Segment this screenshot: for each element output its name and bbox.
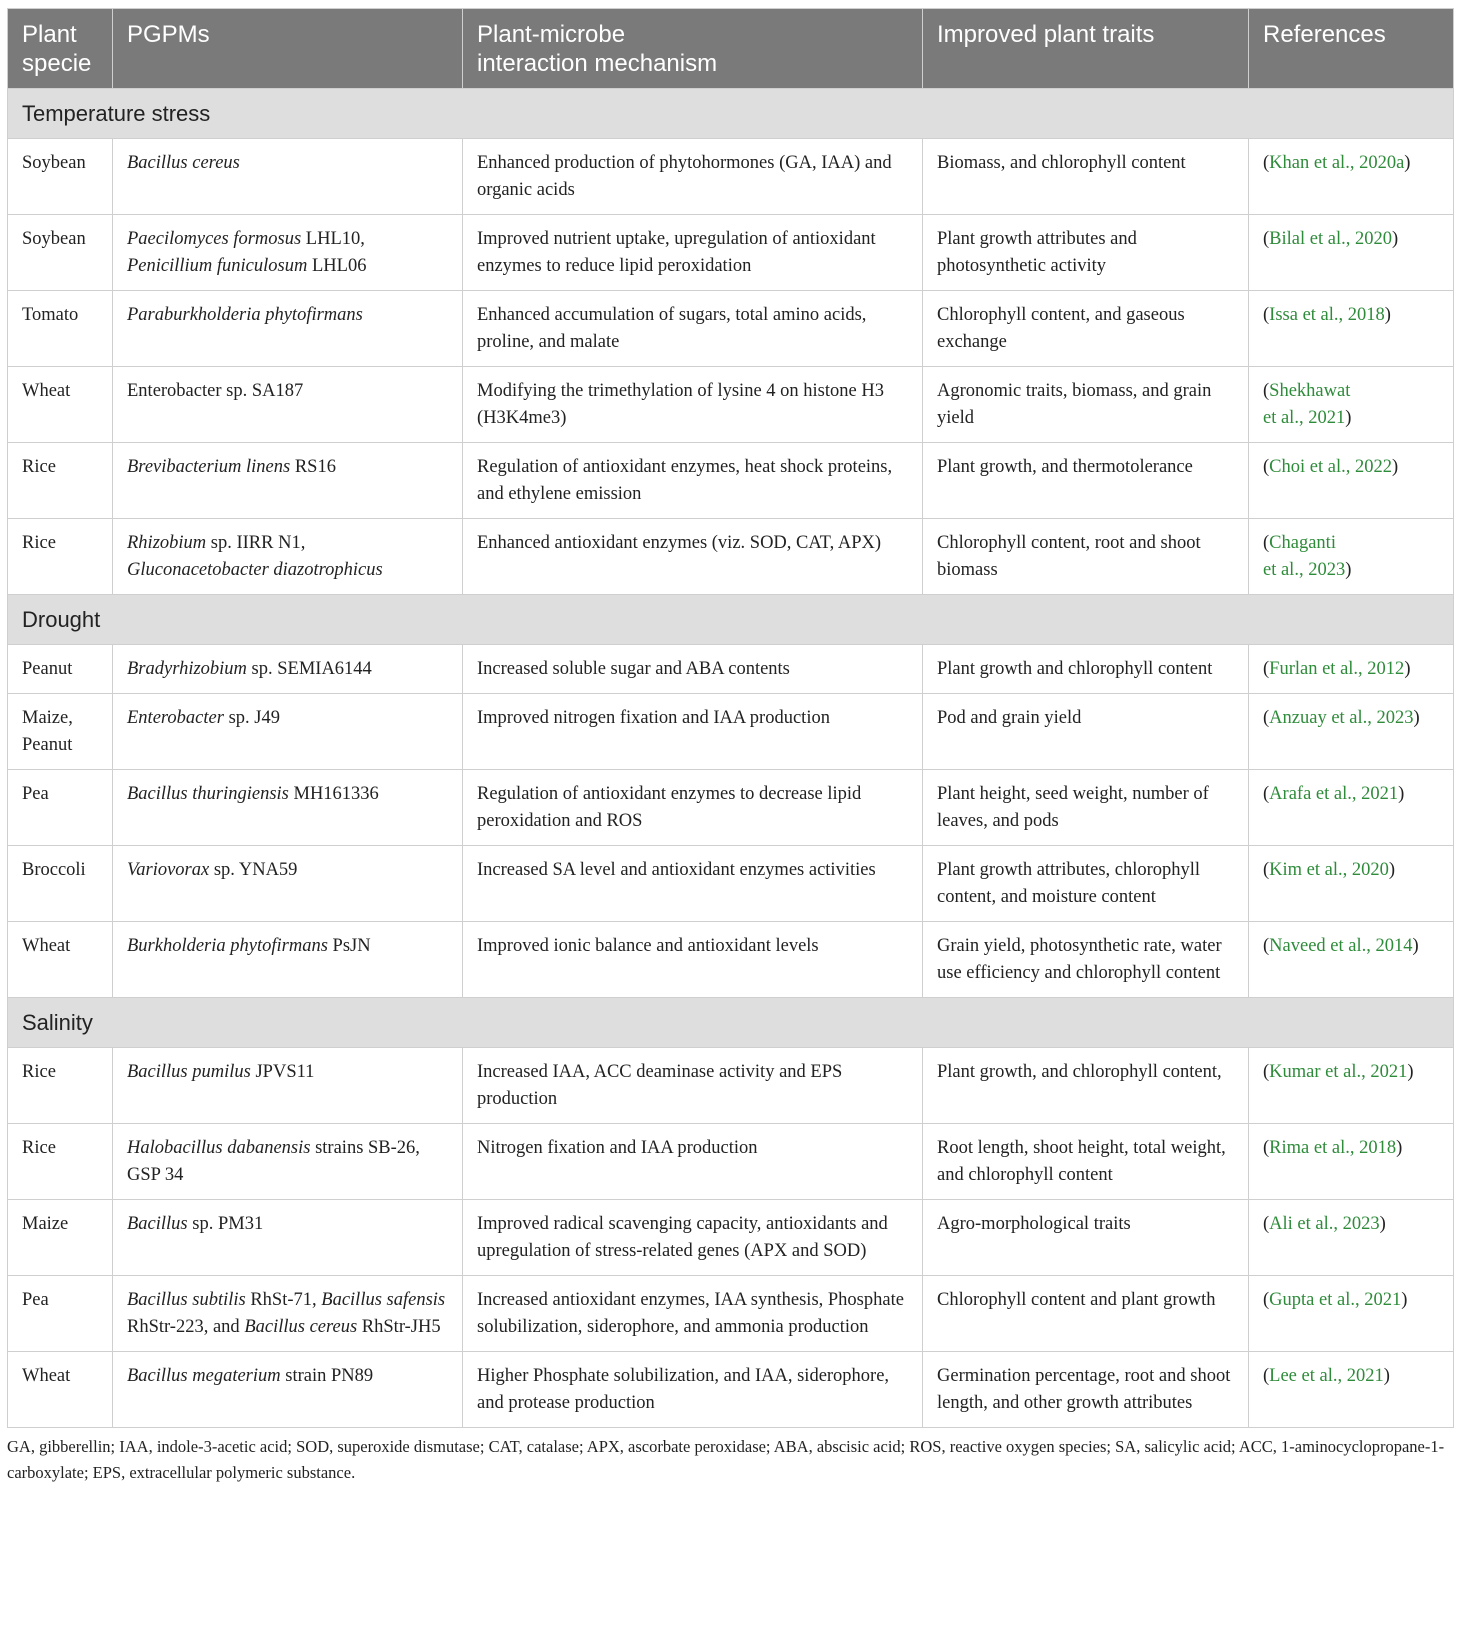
reference-link[interactable]: Lee et al., 2021 <box>1269 1366 1384 1386</box>
species-name: Paraburkholderia phytofirmans <box>127 305 363 325</box>
reference-cell <box>1249 139 1454 215</box>
table-row <box>8 1200 1454 1276</box>
improved-traits-cell: Plant growth, and chlorophyll content, <box>923 1048 1249 1124</box>
header-row <box>8 9 1454 89</box>
strain-text: RhStr-223, and <box>127 1317 245 1337</box>
reference-cell <box>1249 770 1454 846</box>
improved-traits-cell: Germination percentage, root and shoot length, and other growth attributes <box>923 1352 1249 1428</box>
close-paren: ) <box>1345 560 1352 580</box>
open-paren: ( <box>1263 153 1270 173</box>
section-row <box>8 595 1454 645</box>
species-name: Bacillus megaterium <box>127 1366 281 1386</box>
header-plant-specie: Plant specie <box>8 9 113 89</box>
pgpm-cell <box>113 443 463 519</box>
reference-cell <box>1249 1352 1454 1428</box>
open-paren: ( <box>1263 784 1270 804</box>
reference-link[interactable]: Chaganti et al., 2023 <box>1263 533 1346 580</box>
table-row <box>8 1048 1454 1124</box>
species-name: Bacillus subtilis <box>127 1290 246 1310</box>
improved-traits-cell: Chlorophyll content, root and shoot biomass <box>923 519 1249 595</box>
reference-cell <box>1249 922 1454 998</box>
close-paren: ) <box>1413 708 1420 728</box>
pgpm-cell <box>113 1200 463 1276</box>
plant-specie-cell: Wheat <box>8 367 113 443</box>
strain-text: sp. J49 <box>223 708 280 728</box>
reference-link[interactable]: Anzuay et al., 2023 <box>1269 708 1414 728</box>
open-paren: ( <box>1263 1214 1270 1234</box>
improved-traits-cell: Plant height, seed weight, number of leaves, and pods <box>923 770 1249 846</box>
mechanism-cell: Regulation of antioxidant enzymes to decrease lipid peroxidation and ROS <box>463 770 923 846</box>
species-name: Bacillus cereus <box>127 153 240 173</box>
close-paren: ) <box>1404 659 1411 679</box>
mechanism-cell: Increased antioxidant enzymes, IAA synthesis, Phosphate solubilization, siderophore, and ammonia production <box>463 1276 923 1352</box>
species-name: Bacillus safensis <box>321 1290 446 1310</box>
mechanism-cell: Nitrogen fixation and IAA production <box>463 1124 923 1200</box>
strain-text: Enterobacter sp. SA187 <box>127 381 304 401</box>
pgpm-cell <box>113 1276 463 1352</box>
species-name: Bacillus <box>127 1214 188 1234</box>
open-paren: ( <box>1263 659 1270 679</box>
reference-cell <box>1249 443 1454 519</box>
strain-text: RhSt-71, <box>245 1290 322 1310</box>
strain-text: RhStr-JH5 <box>357 1317 441 1337</box>
section-title: Temperature stress <box>8 89 1454 139</box>
section-title: Drought <box>8 595 1454 645</box>
strain-text: PsJN <box>327 936 371 956</box>
mechanism-cell: Improved ionic balance and antioxidant levels <box>463 922 923 998</box>
plant-specie-cell: Maize <box>8 1200 113 1276</box>
plant-specie-cell: Soybean <box>8 215 113 291</box>
pgpm-cell <box>113 291 463 367</box>
mechanism-cell: Increased IAA, ACC deaminase activity and EPS production <box>463 1048 923 1124</box>
open-paren: ( <box>1263 229 1270 249</box>
mechanism-cell: Improved radical scavenging capacity, antioxidants and upregulation of stress-related genes (APX and SOD) <box>463 1200 923 1276</box>
reference-cell <box>1249 367 1454 443</box>
strain-text: sp. PM31 <box>187 1214 264 1234</box>
table-body <box>8 89 1454 1428</box>
improved-traits-cell: Pod and grain yield <box>923 694 1249 770</box>
species-name: Halobacillus dabanensis <box>127 1138 311 1158</box>
close-paren: ) <box>1401 1290 1408 1310</box>
table-row <box>8 645 1454 694</box>
table-header <box>8 9 1454 89</box>
species-name: Bacillus cereus <box>244 1317 358 1337</box>
header-improved-traits: Improved plant traits <box>923 9 1249 89</box>
improved-traits-cell: Plant growth, and thermotolerance <box>923 443 1249 519</box>
close-paren: ) <box>1345 408 1352 428</box>
table-footnote: GA, gibberellin; IAA, indole-3-acetic acid; SOD, superoxide dismutase; CAT, catalase; APX, ascorbate peroxidase; ABA, abscisic acid; ROS, reactive oxygen species; SA, salicylic acid; ACC, 1-aminocyclopropane-1-carboxylate; EPS, extracellular polymeric substance. <box>7 1437 1445 1482</box>
table-row <box>8 846 1454 922</box>
reference-link[interactable]: Naveed et al., 2014 <box>1269 936 1413 956</box>
table-row <box>8 1276 1454 1352</box>
reference-cell <box>1249 1276 1454 1352</box>
header-pgpms: PGPMs <box>113 9 463 89</box>
improved-traits-cell: Agro-morphological traits <box>923 1200 1249 1276</box>
reference-link[interactable]: Khan et al., 2020a <box>1269 153 1405 173</box>
pgpm-cell <box>113 139 463 215</box>
pgpm-cell <box>113 846 463 922</box>
open-paren: ( <box>1263 708 1270 728</box>
pgpm-cell <box>113 215 463 291</box>
plant-specie-cell: Pea <box>8 770 113 846</box>
mechanism-cell: Increased SA level and antioxidant enzymes activities <box>463 846 923 922</box>
strain-text: JPVS11 <box>250 1062 315 1082</box>
mechanism-cell: Enhanced production of phytohormones (GA, IAA) and organic acids <box>463 139 923 215</box>
close-paren: ) <box>1388 860 1396 880</box>
table-row <box>8 443 1454 519</box>
reference-link[interactable]: Kumar et al., 2021 <box>1269 1062 1408 1082</box>
open-paren: ( <box>1263 860 1270 880</box>
mechanism-cell: Modifying the trimethylation of lysine 4 on histone H3 (H3K4me3) <box>463 367 923 443</box>
close-paren: ) <box>1379 1214 1386 1234</box>
reference-link[interactable]: Issa et al., 2018 <box>1269 305 1385 325</box>
section-row <box>8 998 1454 1048</box>
plant-specie-cell: Rice <box>8 443 113 519</box>
section-row <box>8 89 1454 139</box>
strain-text: sp. SEMIA6144 <box>246 659 372 679</box>
table-row <box>8 367 1454 443</box>
reference-link[interactable]: Kim et al., 2020 <box>1269 860 1389 880</box>
improved-traits-cell: Plant growth and chlorophyll content <box>923 645 1249 694</box>
close-paren: ) <box>1398 784 1405 804</box>
pgpm-cell <box>113 1124 463 1200</box>
pgpm-cell <box>113 694 463 770</box>
species-name: Burkholderia phytofirmans <box>127 936 328 956</box>
pgpm-cell <box>113 1048 463 1124</box>
strain-text: MH161336 <box>288 784 379 804</box>
reference-link[interactable]: Choi et al., 2022 <box>1269 457 1392 477</box>
pgpm-cell <box>113 645 463 694</box>
open-paren: ( <box>1263 533 1270 553</box>
close-paren: ) <box>1383 1366 1390 1386</box>
plant-specie-cell: Pea <box>8 1276 113 1352</box>
close-paren: ) <box>1396 1138 1403 1158</box>
reference-link[interactable]: Bilal et al., 2020 <box>1269 229 1392 249</box>
header-references: References <box>1249 9 1454 89</box>
improved-traits-cell: Agronomic traits, biomass, and grain yield <box>923 367 1249 443</box>
reference-cell <box>1249 519 1454 595</box>
reference-link[interactable]: Shekhawat et al., 2021 <box>1263 381 1351 428</box>
reference-cell <box>1249 215 1454 291</box>
improved-traits-cell: Chlorophyll content, and gaseous exchange <box>923 291 1249 367</box>
close-paren: ) <box>1407 1062 1414 1082</box>
species-name: Paecilomyces formosus <box>127 229 302 249</box>
open-paren: ( <box>1263 381 1270 401</box>
mechanism-cell: Enhanced accumulation of sugars, total amino acids, proline, and malate <box>463 291 923 367</box>
improved-traits-cell: Grain yield, photosynthetic rate, water use efficiency and chlorophyll content <box>923 922 1249 998</box>
table-row <box>8 770 1454 846</box>
open-paren: ( <box>1263 457 1270 477</box>
strain-text: sp. IIRR N1, <box>206 533 306 553</box>
section-title: Salinity <box>8 998 1454 1048</box>
table-row <box>8 291 1454 367</box>
plant-specie-cell: Rice <box>8 519 113 595</box>
reference-cell <box>1249 1124 1454 1200</box>
mechanism-cell: Enhanced antioxidant enzymes (viz. SOD, CAT, APX) <box>463 519 923 595</box>
close-paren: ) <box>1404 153 1411 173</box>
close-paren: ) <box>1384 305 1391 325</box>
plant-specie-cell: Wheat <box>8 1352 113 1428</box>
pgpm-cell <box>113 1352 463 1428</box>
pgpm-cell <box>113 770 463 846</box>
header-mechanism: Plant-microbe interaction mechanism <box>463 9 923 89</box>
plant-specie-cell: Soybean <box>8 139 113 215</box>
reference-link[interactable]: Rima et al., 2018 <box>1269 1138 1397 1158</box>
table-row <box>8 1124 1454 1200</box>
improved-traits-cell: Root length, shoot height, total weight, and chlorophyll content <box>923 1124 1249 1200</box>
open-paren: ( <box>1263 1062 1270 1082</box>
improved-traits-cell: Plant growth attributes, chlorophyll content, and moisture content <box>923 846 1249 922</box>
improved-traits-cell: Chlorophyll content and plant growth <box>923 1276 1249 1352</box>
reference-cell <box>1249 645 1454 694</box>
reference-cell <box>1249 694 1454 770</box>
mechanism-cell: Improved nitrogen fixation and IAA production <box>463 694 923 770</box>
reference-link[interactable]: Ali et al., 2023 <box>1269 1214 1380 1234</box>
table-row <box>8 215 1454 291</box>
reference-cell <box>1249 846 1454 922</box>
plant-specie-cell: Rice <box>8 1124 113 1200</box>
plant-specie-cell: Wheat <box>8 922 113 998</box>
mechanism-cell: Regulation of antioxidant enzymes, heat shock proteins, and ethylene emission <box>463 443 923 519</box>
pgpm-table <box>7 8 1454 1428</box>
table-page <box>7 8 1453 1486</box>
open-paren: ( <box>1263 936 1270 956</box>
open-paren: ( <box>1263 305 1270 325</box>
strain-text: RS16 <box>290 457 336 477</box>
strain-text: strain PN89 <box>280 1366 374 1386</box>
species-name: Bacillus pumilus <box>127 1062 251 1082</box>
species-name: Penicillium funiculosum <box>127 256 308 276</box>
close-paren: ) <box>1391 229 1399 249</box>
plant-specie-cell: Rice <box>8 1048 113 1124</box>
reference-link[interactable]: Gupta et al., 2021 <box>1269 1290 1402 1310</box>
reference-cell <box>1249 291 1454 367</box>
table-row <box>8 139 1454 215</box>
close-paren: ) <box>1391 457 1399 477</box>
reference-cell <box>1249 1048 1454 1124</box>
species-name: Variovorax <box>127 860 210 880</box>
plant-specie-cell: Peanut <box>8 645 113 694</box>
strain-text: LHL10, <box>301 229 365 249</box>
table-row <box>8 694 1454 770</box>
open-paren: ( <box>1263 1138 1270 1158</box>
plant-specie-cell: Maize, Peanut <box>8 694 113 770</box>
species-name: Brevibacterium linens <box>127 457 291 477</box>
plant-specie-cell: Broccoli <box>8 846 113 922</box>
species-name: Gluconacetobacter diazotrophicus <box>127 560 383 580</box>
reference-link[interactable]: Furlan et al., 2012 <box>1269 659 1405 679</box>
species-name: Rhizobium <box>127 533 207 553</box>
pgpm-cell <box>113 519 463 595</box>
reference-cell <box>1249 1200 1454 1276</box>
species-name: Bacillus thuringiensis <box>127 784 289 804</box>
reference-link[interactable]: Arafa et al., 2021 <box>1269 784 1399 804</box>
pgpm-cell <box>113 367 463 443</box>
table-row <box>8 1352 1454 1428</box>
species-name: Enterobacter <box>127 708 224 728</box>
mechanism-cell: Increased soluble sugar and ABA contents <box>463 645 923 694</box>
improved-traits-cell: Biomass, and chlorophyll content <box>923 139 1249 215</box>
species-name: Bradyrhizobium <box>127 659 247 679</box>
mechanism-cell: Higher Phosphate solubilization, and IAA, siderophore, and protease production <box>463 1352 923 1428</box>
strain-text: sp. YNA59 <box>209 860 298 880</box>
open-paren: ( <box>1263 1290 1270 1310</box>
mechanism-cell: Improved nutrient uptake, upregulation of antioxidant enzymes to reduce lipid peroxidation <box>463 215 923 291</box>
table-row <box>8 519 1454 595</box>
close-paren: ) <box>1412 936 1419 956</box>
pgpm-cell <box>113 922 463 998</box>
strain-text: LHL06 <box>307 256 367 276</box>
open-paren: ( <box>1263 1366 1270 1386</box>
improved-traits-cell: Plant growth attributes and photosynthetic activity <box>923 215 1249 291</box>
strain-text: strains SB-26, GSP 34 <box>127 1138 420 1185</box>
table-row <box>8 922 1454 998</box>
plant-specie-cell: Tomato <box>8 291 113 367</box>
